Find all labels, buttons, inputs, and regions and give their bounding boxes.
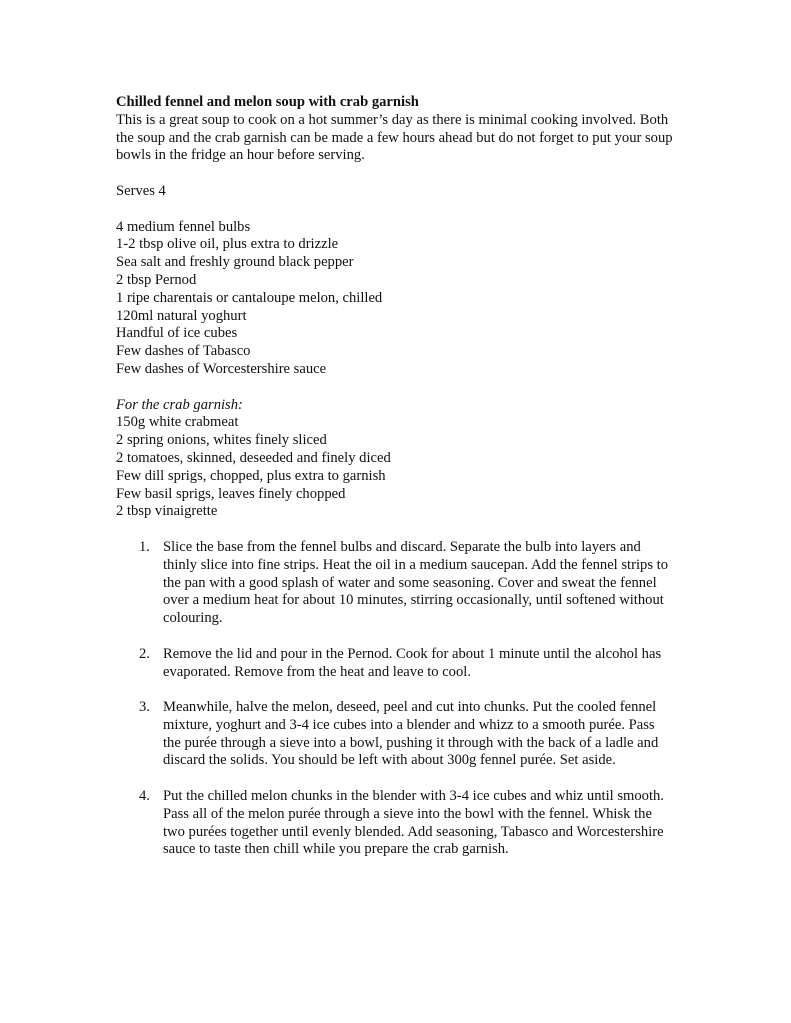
method-step (116, 539, 676, 628)
document-page (116, 94, 676, 877)
ingredient-item: 1 ripe charentais or cantaloupe melon, chilled (116, 289, 383, 306)
garnish-ingredient-item: Few basil sprigs, leaves finely chopped (116, 485, 346, 502)
garnish-ingredient-item: 150g white crabmeat (116, 414, 239, 431)
step-text: Meanwhile, halve the melon, deseed, peel and cut into chunks. Put the cooled fennel mixture, yoghurt and 3-4 ice cubes into a blender and whizz to a smooth purée. Pass the purée through a sieve into a bowl, pushing it through with the back of a ladle and discard the solids. You should be left with about 300g fennel purée. Set aside. (163, 699, 659, 769)
garnish-ingredient-item: Few dill sprigs, chopped, plus extra to garnish (116, 467, 386, 484)
step-number: 3. (139, 699, 150, 716)
garnish-ingredient-item: 2 spring onions, whites finely sliced (116, 432, 327, 449)
garnish-ingredient-list (116, 414, 676, 521)
step-text: Remove the lid and pour in the Pernod. Cook for about 1 minute until the alcohol has evaporated. Remove from the heat and leave to cool. (163, 645, 662, 680)
ingredient-item: Sea salt and freshly ground black pepper (116, 254, 354, 271)
ingredient-item: Few dashes of Worcestershire sauce (116, 360, 327, 377)
spacer (116, 165, 676, 183)
ingredient-item: 120ml natural yoghurt (116, 307, 247, 324)
garnish-ingredient-item: 2 tomatoes, skinned, deseeded and finely diced (116, 449, 391, 466)
step-text: Put the chilled melon chunks in the blender with 3-4 ice cubes and whiz until smooth. Pass all of the melon purée through a sieve into the bowl with the fennel. Whisk the two purées together until evenly blended. Add seasoning, Tabasco and Worcestershire sauce to taste then chill while you prepare the crab garnish. (163, 788, 664, 858)
method-step (116, 788, 676, 859)
ingredient-item: Few dashes of Tabasco (116, 343, 251, 360)
step-number: 4. (139, 788, 150, 805)
spacer (116, 379, 676, 397)
ingredient-item: 4 medium fennel bulbs (116, 218, 251, 235)
step-text: Slice the base from the fennel bulbs and discard. Separate the bulb into layers and thinly slice into fine strips. Heat the oil in a medium saucepan. Add the fennel strips to the pan with a good splash of water and some seasoning. Cover and sweat the fennel over a medium heat for about 10 minutes, stirring occasionally, until softened without colouring. (163, 538, 669, 627)
serves-line: Serves 4 (116, 182, 166, 199)
garnish-heading: For the crab garnish: (116, 396, 243, 413)
spacer (116, 521, 676, 539)
step-number: 2. (139, 645, 150, 662)
ingredient-item: 2 tbsp Pernod (116, 271, 197, 288)
recipe-intro: This is a great soup to cook on a hot summer’s day as there is minimal cooking involved. Both the soup and the crab garnish can be made a few hours ahead but do not forget to put your soup bowls in the fridge an hour before serving. (116, 111, 673, 164)
method-step (116, 699, 676, 770)
spacer (116, 201, 676, 219)
step-number: 1. (139, 538, 150, 555)
ingredient-list (116, 219, 676, 379)
method-steps (116, 539, 676, 859)
recipe-title: Chilled fennel and melon soup with crab garnish (116, 94, 419, 110)
method-step (116, 646, 676, 682)
ingredient-item: 1-2 tbsp olive oil, plus extra to drizzle (116, 236, 339, 253)
garnish-ingredient-item: 2 tbsp vinaigrette (116, 503, 218, 520)
ingredient-item: Handful of ice cubes (116, 325, 238, 342)
